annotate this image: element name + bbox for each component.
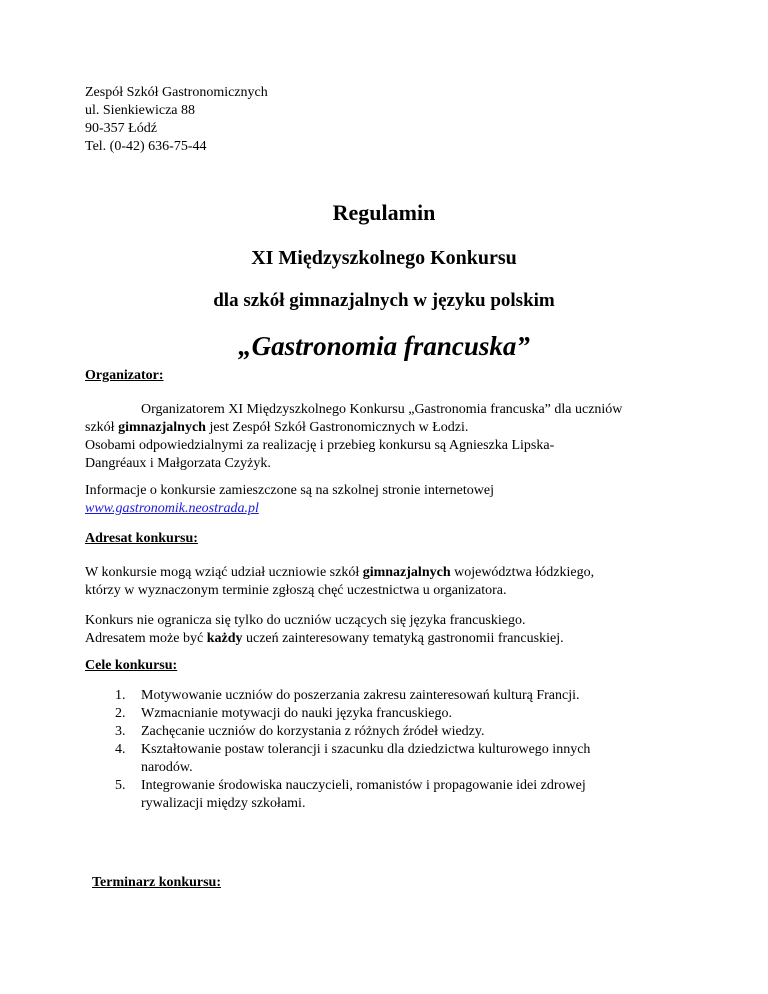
school-website-link[interactable]: www.gastronomik.neostrada.pl xyxy=(85,501,259,516)
organizer-line-4: Dangréaux i Małgorzata Czyżyk. xyxy=(85,456,271,471)
organizer-paragraph xyxy=(85,401,695,473)
school-street: ul. Sienkiewicza 88 xyxy=(85,103,196,118)
emphasis-kazdy: każdy xyxy=(206,631,243,646)
info-line: Informacje o konkursie zamieszczone są na szkolnej stronie internetowej xyxy=(85,483,494,498)
school-city: 90-357 Łódź xyxy=(85,121,157,136)
addressee-line-2: którzy w wyznaczonym terminie zgłoszą chęć uczestnictwa u organizatora. xyxy=(85,583,507,598)
organizer-heading: Organizator: xyxy=(85,368,164,383)
organizer-line-3: Osobami odpowiedzialnymi za realizację i przebieg konkursu są Agnieszka Lipska- xyxy=(85,438,555,453)
school-phone: Tel. (0-42) 636-75-44 xyxy=(85,139,207,154)
addressee-line-1: W konkursie mogą wziąć udział uczniowie szkół gimnazjalnych województwa łódzkiego, xyxy=(85,565,595,580)
emphasis-gimnazjalnych-2: gimnazjalnych xyxy=(362,565,451,580)
emphasis-gimnazjalnych: gimnazjalnych xyxy=(118,420,206,435)
addressee-paragraph-1 xyxy=(85,564,695,600)
addressee-heading: Adresat konkursu: xyxy=(85,531,198,546)
goals-list xyxy=(85,687,705,813)
document-title: Regulamin xyxy=(332,200,436,225)
goals-heading: Cele konkursu: xyxy=(85,658,178,673)
list-item: 2. Wzmacnianie motywacji do nauki języka francuskiego. xyxy=(115,706,452,721)
addressee-paragraph-2 xyxy=(85,612,695,648)
list-item: 1. Motywowanie uczniów do poszerzania zakresu zainteresowań kulturą Francji. xyxy=(115,688,580,703)
competition-title: XI Międzyszkolnego Konkursu xyxy=(251,247,517,269)
schedule-heading: Terminarz konkursu: xyxy=(92,875,222,890)
list-item: 5. Integrowanie środowiska nauczycieli, romanistów i propagowanie idei zdrowej rywalizacji między szkołami. xyxy=(115,778,586,811)
organizer-line-1: Organizatorem XI Międzyszkolnego Konkursu „Gastronomia francuska” dla uczniów xyxy=(141,402,623,417)
addressee-line-3: Konkurs nie ogranicza się tylko do uczniów uczących się języka francuskiego. xyxy=(85,613,526,628)
list-item: 3. Zachęcanie uczniów do korzystania z różnych źródeł wiedzy. xyxy=(115,724,485,739)
competition-subtitle: dla szkół gimnazjalnych w języku polskim xyxy=(213,290,555,311)
info-paragraph xyxy=(85,482,695,518)
list-item: 4. Kształtowanie postaw tolerancji i szacunku dla dziedzictwa kulturowego innych narodów. xyxy=(115,742,591,775)
school-address-block xyxy=(85,84,268,156)
school-name: Zespół Szkół Gastronomicznych xyxy=(85,85,268,100)
organizer-line-2: szkół gimnazjalnych jest Zespół Szkół Gastronomicznych w Łodzi. xyxy=(85,420,469,435)
competition-name: „Gastronomia francuska” xyxy=(238,331,530,361)
addressee-line-4: Adresatem może być każdy uczeń zainteresowany tematyką gastronomii francuskiej. xyxy=(85,631,564,646)
